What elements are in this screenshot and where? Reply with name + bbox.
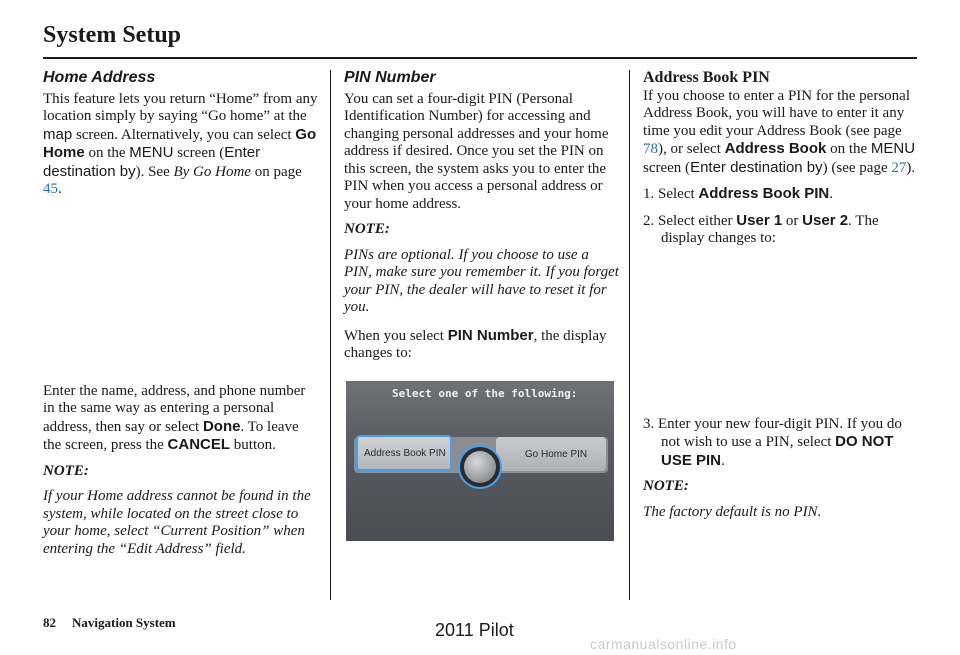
- footer-system-name: Navigation System: [72, 615, 176, 630]
- note-text: The factory default is no PIN.: [643, 503, 822, 520]
- address-book-pin-button[interactable]: Address Book PIN: [356, 435, 452, 471]
- column-pin-number: [344, 69, 620, 371]
- title-rule: [43, 57, 917, 59]
- address-book-pin-intro: If you choose to enter a PIN for the personal Address Book, you will have to enter it any time you edit your Address Book (see page 78), or select Address Book on the MENU screen (Enter destination by) (see page 27).: [643, 87, 916, 176]
- pin-number-display-text: When you select PIN Number, the display changes to:: [344, 326, 607, 361]
- note-label: NOTE:: [344, 221, 390, 237]
- section-heading-home-address: Home Address: [43, 69, 156, 86]
- note-text: If your Home address cannot be found in the system, while located on the street close to your home, select “Current Position” when entering the “Edit Address” field.: [43, 488, 311, 557]
- pin-number-intro: You can set a four-digit PIN (Personal Identification Number) for accessing and changing personal addresses and your home address if desired. Once you set the PIN on this screen, the system asks you to enter the PIN when you access a personal address or your home address.: [344, 90, 609, 212]
- column-divider-2: [629, 70, 630, 600]
- column-home-address: [43, 69, 318, 566]
- go-home-pin-button[interactable]: Go Home PIN: [496, 437, 606, 471]
- spacer: [643, 256, 921, 416]
- page-link-27[interactable]: 27: [891, 159, 907, 176]
- page-title: System Setup: [43, 22, 182, 48]
- section-heading-address-book-pin: Address Book PIN: [643, 69, 770, 86]
- watermark-model: 2011 Pilot: [435, 620, 514, 640]
- column-divider-1: [330, 70, 331, 600]
- screen-heading: Select one of the following:: [392, 387, 578, 400]
- note-text: PINs are optional. If you choose to use a PIN, make sure you remember it. If you forget your PIN, the dealer will have to reset it for you.: [344, 246, 619, 315]
- page-number: 82: [43, 615, 56, 630]
- home-address-instructions: Enter the name, address, and phone number in the same way as entering a personal address, then say or select Done. To leave the screen, press the CANCEL button.: [43, 382, 306, 453]
- page-link-45[interactable]: 45: [43, 181, 58, 197]
- selector-knob-icon: [464, 451, 496, 483]
- note-label: NOTE:: [643, 478, 689, 494]
- note-label: NOTE:: [43, 462, 89, 479]
- section-heading-pin-number: PIN Number: [344, 69, 436, 86]
- column-address-book-pin: [643, 69, 921, 529]
- page-link-78[interactable]: 78: [643, 141, 658, 157]
- home-address-intro: This feature lets you return “Home” from any location simply by saying “Go home” at the map screen. Alternatively, you can select Go Home on the MENU screen (Enter destination by). See By Go Home on page 45.: [43, 90, 318, 197]
- step-3: 3. Enter your new four-digit PIN. If you do not wish to use a PIN, select DO NOT USE PIN.: [643, 415, 902, 469]
- pin-selection-screen: [346, 381, 614, 541]
- spacer: [43, 207, 318, 383]
- step-1: 1. Select Address Book PIN.: [643, 185, 834, 202]
- watermark-site: carmanualsonline.info: [590, 636, 737, 652]
- step-2: 2. Select either User 1 or User 2. The display changes to:: [643, 211, 879, 246]
